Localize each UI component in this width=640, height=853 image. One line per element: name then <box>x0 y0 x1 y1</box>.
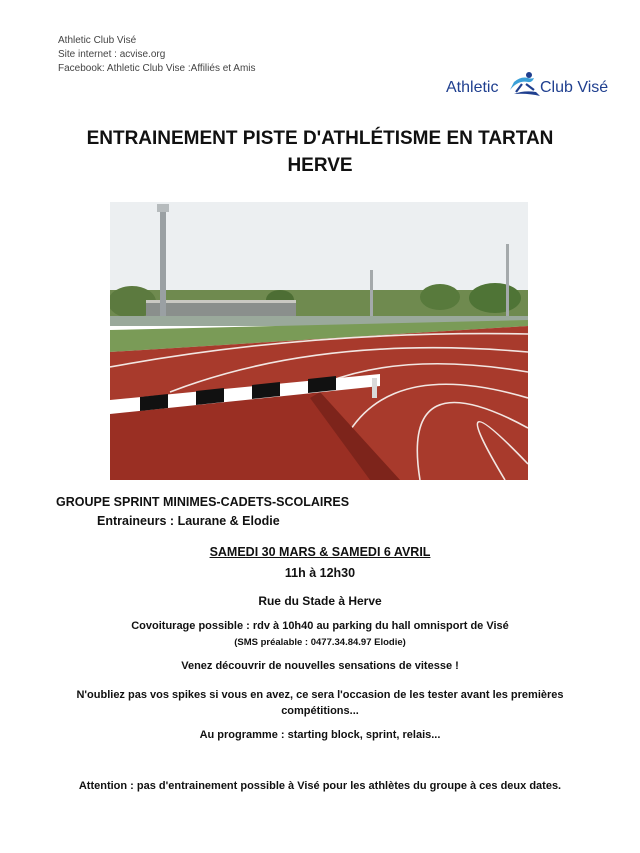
club-name: Athletic Club Visé <box>58 35 137 46</box>
session-address: Rue du Stade à Herve <box>258 594 382 608</box>
group-name: GROUPE SPRINT MINIMES-CADETS-SCOLAIRES <box>56 495 350 509</box>
title-line-1: ENTRAINEMENT PISTE D'ATHLÉTISME EN TARTAN <box>86 128 554 149</box>
discover-text: Venez découvrir de nouvelles sensations de vitesse ! <box>181 660 459 672</box>
club-info <box>58 34 256 76</box>
title-line-2: HERVE <box>287 155 353 176</box>
attention-text: Attention : pas d'entrainement possible à Visé pour les athlètes du groupe à ces deux dates. <box>78 780 562 792</box>
facebook-text: Facebook: Athletic Club Vise :Affiliés et Amis <box>58 63 256 74</box>
session-hours: 11h à 12h30 <box>284 566 356 580</box>
carpool-text: Covoiturage possible : rdv à 10h40 au parking du hall omnisport de Visé <box>131 620 509 632</box>
running-track-photo <box>110 202 528 480</box>
logo-text-left: Athletic <box>446 79 499 96</box>
page-title <box>40 125 600 179</box>
session-dates: SAMEDI 30 MARS & SAMEDI 6 AVRIL <box>209 545 431 559</box>
spikes-text: N'oubliez pas vos spikes si vous en avez, ce sera l'occasion de les tester avant les premières compétitions... <box>76 689 564 717</box>
logo-text-right: Club Visé <box>540 79 609 96</box>
programme-text: Au programme : starting block, sprint, relais... <box>199 729 441 741</box>
sms-text: (SMS préalable : 0477.34.84.97 Elodie) <box>234 637 406 648</box>
coaches-text: Entraineurs : Laurane & Elodie <box>97 514 280 528</box>
runner-icon <box>510 72 540 96</box>
club-logo <box>444 68 614 104</box>
website-text: Site internet : acvise.org <box>58 49 166 60</box>
